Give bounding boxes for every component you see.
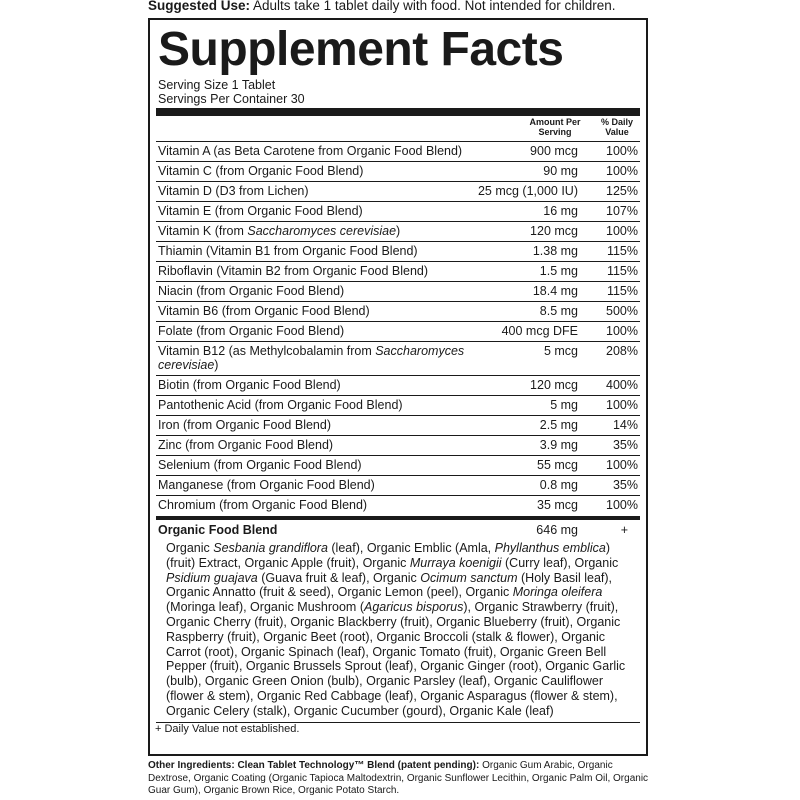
nutrient-row	[156, 475, 640, 495]
nutrient-name: Riboflavin (Vitamin B2 from Organic Food Blend)	[158, 264, 429, 278]
nutrient-amount: 0.8 mg	[539, 478, 578, 492]
nutrient-dv: 115%	[606, 264, 638, 278]
other-ingredients-label: Other Ingredients: Clean Tablet Technology™ Blend (patent pending):	[148, 760, 480, 771]
daily-value-note: + Daily Value not established.	[155, 723, 300, 735]
nutrient-amount: 900 mcg	[530, 144, 578, 158]
nutrient-row	[156, 301, 640, 321]
nutrient-row	[156, 455, 640, 475]
nutrient-name: Vitamin K (from Saccharomyces cerevisiae)	[158, 224, 401, 238]
nutrient-amount: 3.9 mg	[539, 438, 578, 452]
nutrient-row	[156, 161, 640, 181]
blend-amount: 646 mg	[536, 523, 578, 537]
nutrient-dv: 400%	[606, 378, 638, 392]
nutrient-row	[156, 375, 640, 395]
blend-name: Organic Food Blend	[158, 523, 278, 537]
nutrient-table	[156, 141, 640, 515]
serving-size: Serving Size 1 Tablet	[158, 78, 276, 92]
nutrient-row	[156, 435, 640, 455]
nutrient-row	[156, 281, 640, 301]
nutrient-row	[156, 221, 640, 241]
nutrient-amount: 5 mg	[550, 398, 578, 412]
other-ingredients	[148, 760, 653, 798]
nutrient-name: Iron (from Organic Food Blend)	[158, 418, 331, 432]
nutrient-amount: 35 mcg	[537, 498, 578, 512]
nutrient-amount: 1.38 mg	[532, 244, 578, 258]
nutrient-name: Zinc (from Organic Food Blend)	[158, 438, 334, 452]
nutrient-amount: 90 mg	[543, 164, 578, 178]
nutrient-name: Biotin (from Organic Food Blend)	[158, 378, 341, 392]
nutrient-dv: 100%	[606, 398, 638, 412]
nutrient-amount: 400 mcg DFE	[501, 324, 578, 338]
nutrient-amount: 2.5 mg	[539, 418, 578, 432]
nutrient-dv: 100%	[606, 144, 638, 158]
other-ingredients-text: Organic Gum Arabic, Organic Dextrose, Organic Coating (Organic Tapioca Maltodextrin, Organic Sunflower Lecithin, Organic Palm Oil, Organic Guar Gum), Organic Brown Rice, Organic Potato Starch.	[148, 760, 649, 796]
nutrient-dv: 35%	[612, 438, 638, 452]
nutrient-dv: 100%	[606, 458, 638, 472]
amount-column-header: Amount Per Serving	[529, 117, 581, 137]
nutrient-amount: 1.5 mg	[539, 264, 578, 278]
nutrient-amount: 16 mg	[543, 204, 578, 218]
nutrient-row	[156, 261, 640, 281]
nutrient-name: Manganese (from Organic Food Blend)	[158, 478, 375, 492]
nutrient-amount: 120 mcg	[530, 224, 578, 238]
nutrient-name: Chromium (from Organic Food Blend)	[158, 498, 368, 512]
suggested-use-text: Adults take 1 tablet daily with food. Not intended for children.	[250, 0, 616, 13]
nutrient-name: Vitamin C (from Organic Food Blend)	[158, 164, 364, 178]
nutrient-row	[156, 321, 640, 341]
nutrient-name: Vitamin B6 (from Organic Food Blend)	[158, 304, 370, 318]
nutrient-dv: 115%	[606, 244, 638, 258]
suggested-use-label: Suggested Use:	[148, 0, 251, 13]
nutrient-amount: 8.5 mg	[539, 304, 578, 318]
nutrient-dv: 500%	[606, 304, 638, 318]
supplement-facts-panel	[148, 18, 648, 756]
blend-ingredients: Organic Sesbania grandiflora (leaf), Organic Emblic (Amla, Phyllanthus emblica) (fruit) Extract, Organic Apple (fruit), Organic Murraya koenigii (Curry leaf), Organic Psidium guajava (Guava fruit & leaf), Organic Ocimum sanctum (Holy Basil leaf), Organic Annatto (fruit & seed), Organic Lemon (peel), Organic Moringa oleifera (Moringa leaf), Organic Mushroom (Agaricus bisporus), Organic Strawberry (fruit), Organic Cherry (fruit), Organic Blackberry (fruit), Organic Blueberry (fruit), Organic Raspberry (fruit), Organic Beet (root), Organic Broccoli (stalk & flower), Organic Carrot (root), Organic Spinach (leaf), Organic Tomato (fruit), Organic Green Bell Pepper (fruit), Organic Brussels Sprout (leaf), Organic Ginger (root), Organic Garlic (bulb), Organic Green Onion (bulb), Organic Parsley (leaf), Organic Cauliflower (flower & stem), Organic Red Cabbage (leaf), Organic Asparagus (flower & stem), Organic Celery (stalk), Organic Cucumber (gourd), Organic Kale (leaf)	[166, 541, 626, 718]
nutrient-name: Thiamin (Vitamin B1 from Organic Food Blend)	[158, 244, 418, 258]
blend-dv: +	[620, 523, 628, 537]
nutrient-amount: 18.4 mg	[532, 284, 578, 298]
nutrient-amount: 5 mcg	[543, 344, 578, 358]
nutrient-amount: 55 mcg	[537, 458, 578, 472]
nutrient-dv: 100%	[606, 164, 638, 178]
nutrient-row	[156, 181, 640, 201]
nutrient-amount: 25 mcg (1,000 IU)	[477, 184, 578, 198]
organic-food-blend	[156, 516, 640, 719]
servings-per-container: Servings Per Container 30	[158, 92, 305, 106]
nutrient-dv: 100%	[606, 324, 638, 338]
nutrient-name: Vitamin D (D3 from Lichen)	[158, 184, 309, 198]
nutrient-dv: 14%	[612, 418, 638, 432]
nutrient-row	[156, 395, 640, 415]
nutrient-dv: 100%	[606, 224, 638, 238]
panel-title: Supplement Facts	[158, 23, 564, 76]
nutrient-name: Pantothenic Acid (from Organic Food Blend)	[158, 398, 403, 412]
nutrient-name: Vitamin A (as Beta Carotene from Organic Food Blend)	[158, 144, 463, 158]
nutrient-row	[156, 241, 640, 261]
serving-info	[158, 78, 305, 106]
nutrient-name: Vitamin B12 (as Methylcobalamin from Saccharomyces cerevisiae)	[158, 344, 465, 372]
nutrient-name: Vitamin E (from Organic Food Blend)	[158, 204, 363, 218]
suggested-use	[148, 0, 668, 14]
nutrient-dv: 107%	[606, 204, 638, 218]
nutrient-name: Folate (from Organic Food Blend)	[158, 324, 345, 338]
nutrient-row	[156, 495, 640, 515]
dv-column-header: % Daily Value	[600, 117, 633, 137]
nutrient-row	[156, 201, 640, 221]
nutrient-dv: 35%	[612, 478, 638, 492]
nutrient-dv: 125%	[606, 184, 638, 198]
nutrient-amount: 120 mcg	[530, 378, 578, 392]
nutrient-row	[156, 415, 640, 435]
nutrient-dv: 100%	[606, 498, 638, 512]
nutrient-dv: 115%	[606, 284, 638, 298]
nutrient-row	[156, 141, 640, 161]
nutrient-dv: 208%	[606, 344, 638, 358]
nutrient-name: Niacin (from Organic Food Blend)	[158, 284, 345, 298]
blend-header	[156, 520, 640, 539]
nutrient-row	[156, 341, 640, 375]
thick-divider	[156, 108, 640, 116]
nutrient-name: Selenium (from Organic Food Blend)	[158, 458, 362, 472]
